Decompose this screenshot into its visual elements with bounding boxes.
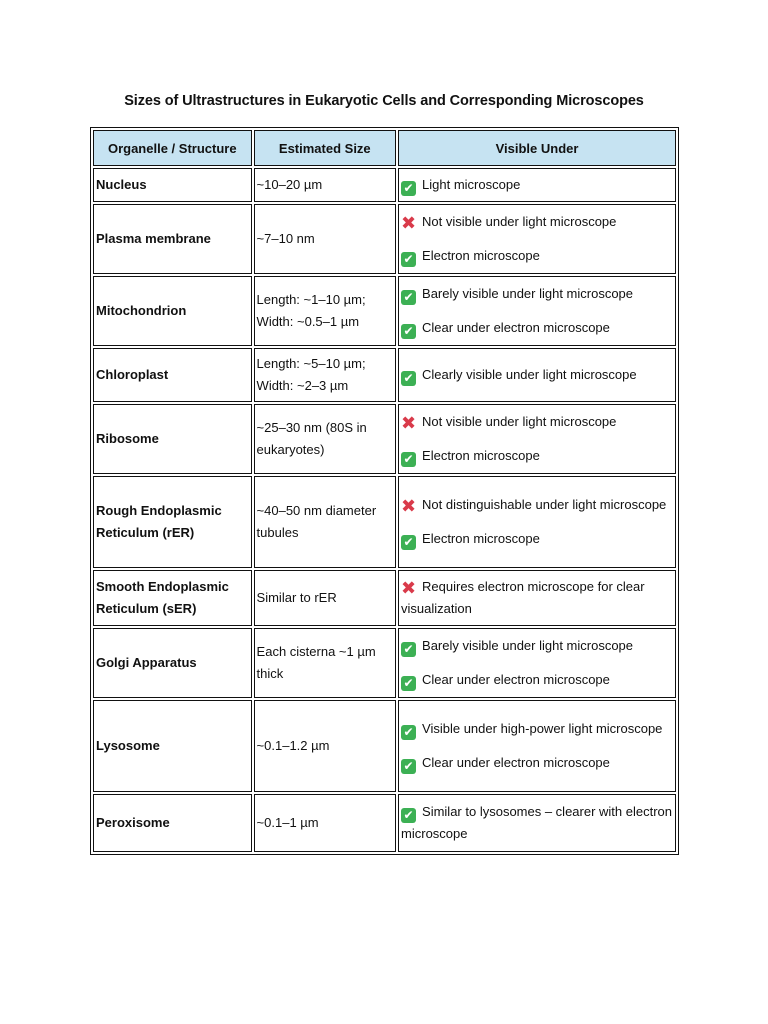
- visibility-text: Not visible under light microscope: [422, 414, 617, 429]
- header-visible-under: Visible Under: [398, 130, 676, 166]
- table-body: [93, 168, 676, 852]
- organelle-name-cell: Peroxisome: [93, 794, 252, 852]
- visibility-text: Electron microscope: [422, 248, 540, 263]
- estimated-size-cell: [254, 348, 396, 402]
- visibility-entry: [401, 317, 673, 339]
- check-mark-icon: ✔: [401, 181, 416, 196]
- estimated-size-cell: [254, 794, 396, 852]
- visibility-text: Clear under electron microscope: [422, 320, 610, 335]
- check-mark-icon: ✔: [401, 759, 416, 774]
- visible-under-cell: [398, 168, 676, 202]
- visibility-entry: [401, 283, 673, 305]
- estimated-size-cell: [254, 404, 396, 474]
- check-mark-icon: ✔: [401, 725, 416, 740]
- size-line: ~25–30 nm (80S in: [256, 420, 367, 435]
- cross-mark-icon: ✖: [401, 213, 417, 233]
- visibility-text: Not visible under light microscope: [422, 214, 617, 229]
- visibility-entry: [401, 718, 673, 740]
- visible-under-cell: [398, 794, 676, 852]
- check-mark-icon: ✔: [401, 371, 416, 386]
- organelle-name-cell: Golgi Apparatus: [93, 628, 252, 698]
- table-row: [93, 700, 676, 792]
- check-mark-icon: ✔: [401, 676, 416, 691]
- visibility-text: Clear under electron microscope: [422, 755, 610, 770]
- visible-under-cell: [398, 700, 676, 792]
- organelle-name-cell: Plasma membrane: [93, 204, 252, 274]
- visibility-entry: [401, 245, 673, 267]
- organelle-name-cell: Ribosome: [93, 404, 252, 474]
- check-mark-icon: ✔: [401, 642, 416, 657]
- cross-mark-icon: ✖: [401, 413, 417, 433]
- header-size: Estimated Size: [254, 130, 396, 166]
- visibility-entry: [401, 411, 673, 433]
- organelle-name-cell: Smooth Endoplasmic Reticulum (sER): [93, 570, 252, 626]
- table-row: [93, 276, 676, 346]
- visibility-text: Not distinguishable under light microscope: [422, 497, 667, 512]
- visible-under-cell: [398, 348, 676, 402]
- organelle-name-cell: Lysosome: [93, 700, 252, 792]
- header-organelle: Organelle / Structure: [93, 130, 252, 166]
- size-line: eukaryotes): [256, 442, 325, 457]
- visibility-text: Barely visible under light microscope: [422, 286, 634, 301]
- visibility-text: Barely visible under light microscope: [422, 638, 634, 653]
- table-row: [93, 348, 676, 402]
- visibility-text: Electron microscope: [422, 531, 540, 546]
- estimated-size-cell: [254, 204, 396, 274]
- visibility-text: Visible under high-power light microscope: [422, 721, 663, 736]
- estimated-size-cell: [254, 168, 396, 202]
- estimated-size-cell: [254, 570, 396, 626]
- table-row: [93, 570, 676, 626]
- check-mark-icon: ✔: [401, 324, 416, 339]
- visibility-entry: [401, 211, 673, 233]
- check-mark-icon: ✔: [401, 290, 416, 305]
- cross-mark-icon: ✖: [401, 496, 417, 516]
- check-mark-icon: ✔: [401, 452, 416, 467]
- visible-under-cell: [398, 476, 676, 568]
- check-mark-icon: ✔: [401, 808, 416, 823]
- organelle-name-cell: Rough Endoplasmic Reticulum (rER): [93, 476, 252, 568]
- visibility-text: Clear under electron microscope: [422, 672, 610, 687]
- check-mark-icon: ✔: [401, 535, 416, 550]
- estimated-size-cell: [254, 476, 396, 568]
- visibility-text: Requires electron microscope for clear visualization: [401, 579, 645, 616]
- visibility-text: Light microscope: [422, 177, 521, 192]
- table-row: [93, 404, 676, 474]
- size-line: ~0.1–1.2 µm: [256, 738, 330, 753]
- organelle-name-cell: Mitochondrion: [93, 276, 252, 346]
- visibility-entry: [401, 364, 673, 386]
- check-mark-icon: ✔: [401, 252, 416, 267]
- estimated-size-cell: [254, 276, 396, 346]
- table-row: [93, 204, 676, 274]
- visibility-entry: [401, 801, 673, 845]
- size-line: Each cisterna ~1 µm: [256, 644, 376, 659]
- size-line: ~0.1–1 µm: [256, 815, 319, 830]
- size-line: Width: ~2–3 µm: [256, 378, 349, 393]
- visibility-entry: [401, 576, 673, 620]
- size-line: thick: [256, 666, 284, 681]
- visibility-entry: [401, 445, 673, 467]
- cross-mark-icon: ✖: [401, 578, 417, 598]
- visible-under-cell: [398, 628, 676, 698]
- visible-under-cell: [398, 276, 676, 346]
- size-line: tubules: [256, 525, 299, 540]
- visibility-text: Similar to lysosomes – clearer with electron microscope: [401, 804, 673, 841]
- organelle-name-cell: Chloroplast: [93, 348, 252, 402]
- visibility-entry: [401, 752, 673, 774]
- size-line: Length: ~1–10 µm;: [256, 292, 366, 307]
- size-line: ~10–20 µm: [256, 177, 323, 192]
- visibility-entry: [401, 669, 673, 691]
- table-header-row: [93, 130, 676, 166]
- visible-under-cell: [398, 404, 676, 474]
- table-row: [93, 168, 676, 202]
- visibility-entry: [401, 528, 673, 550]
- table-row: [93, 476, 676, 568]
- visible-under-cell: [398, 570, 676, 626]
- size-line: ~7–10 nm: [256, 231, 315, 246]
- table-row: [93, 794, 676, 852]
- size-line: Width: ~0.5–1 µm: [256, 314, 360, 329]
- document-title: Sizes of Ultrastructures in Eukaryotic Cells and Corresponding Microscopes: [124, 93, 644, 109]
- visibility-text: Clearly visible under light microscope: [422, 367, 637, 382]
- size-line: Length: ~5–10 µm;: [256, 356, 366, 371]
- table-row: [93, 628, 676, 698]
- size-line: Similar to rER: [256, 590, 337, 605]
- visibility-entry: [401, 494, 673, 516]
- visibility-text: Electron microscope: [422, 448, 540, 463]
- size-line: ~40–50 nm diameter: [256, 503, 377, 518]
- estimated-size-cell: [254, 700, 396, 792]
- organelle-table: [90, 127, 679, 855]
- visibility-entry: [401, 635, 673, 657]
- organelle-name-cell: Nucleus: [93, 168, 252, 202]
- estimated-size-cell: [254, 628, 396, 698]
- visibility-entry: [401, 174, 673, 196]
- visible-under-cell: [398, 204, 676, 274]
